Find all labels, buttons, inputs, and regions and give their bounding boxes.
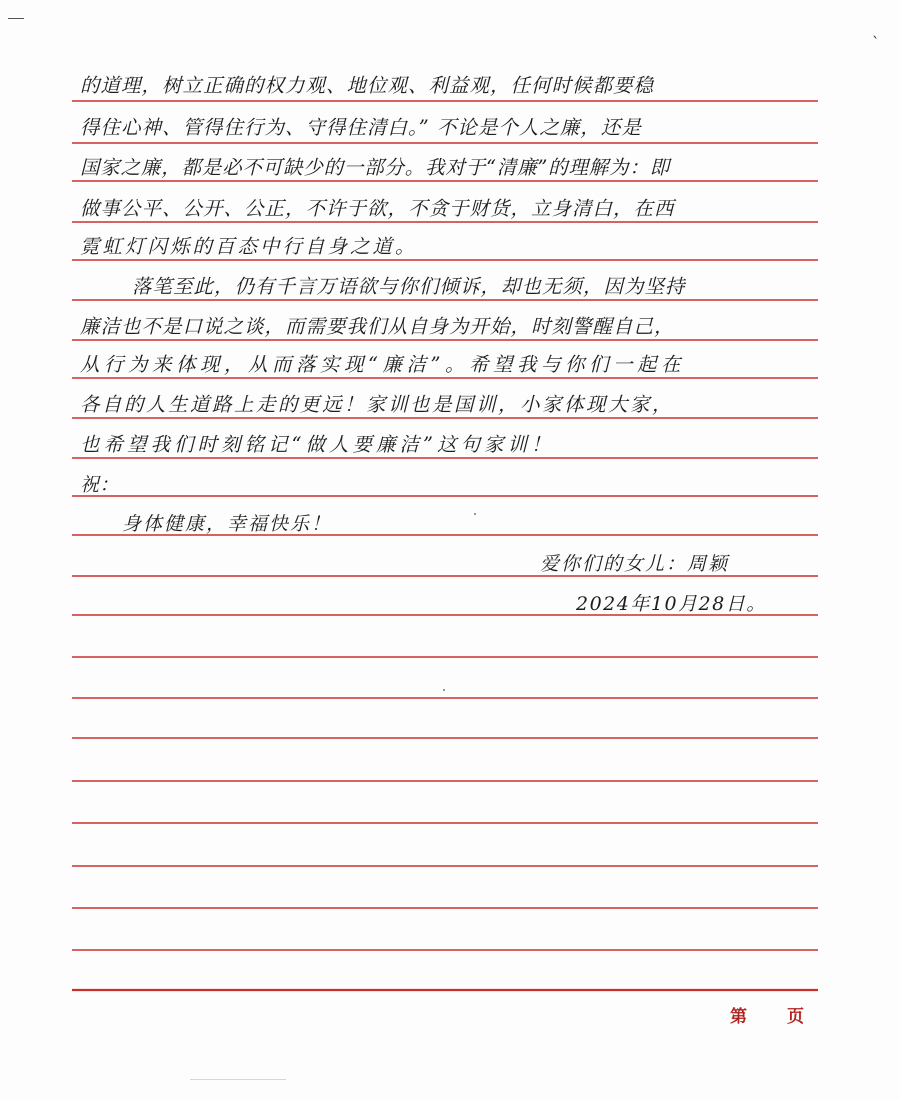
scan-corner-mark bbox=[8, 18, 24, 19]
page-number-suffix: 页 bbox=[787, 1007, 804, 1027]
letter-line-5: 霓虹灯闪烁的百态中行自身之道。 bbox=[80, 235, 418, 258]
letter-line-3: 国家之廉，都是必不可缺少的一部分。我对于“清廉”的理解为：即 bbox=[80, 156, 670, 179]
letter-line-8: 从行为来体现，从而落实现“廉洁”。希望我与你们一起在 bbox=[80, 353, 685, 376]
letter-line-2: 得住心神、管得住行为、守得住清白。” 不论是个人之廉，还是 bbox=[80, 116, 642, 139]
letter-date: 2024年10月28日。 bbox=[576, 593, 767, 615]
page-number-prefix: 第 bbox=[730, 1007, 747, 1027]
letter-line-wish: 身体健康，幸福快乐！ bbox=[122, 513, 333, 535]
scan-corner-glyph: ˋ bbox=[872, 34, 880, 52]
letter-line-4: 做事公平、公开、公正，不许于欲，不贪于财货，立身清白，在西 bbox=[80, 197, 675, 220]
letter-signature: 爱你们的女儿：周颖 bbox=[540, 553, 730, 575]
letter-line-greeting: 祝： bbox=[80, 474, 120, 496]
letter-line-1: 的道理，树立正确的权力观、地位观、利益观，任何时候都要稳 bbox=[80, 74, 655, 97]
paper-speck bbox=[443, 689, 445, 691]
paper-speck bbox=[474, 513, 476, 515]
letter-line-10: 也希望我们时刻铭记“做人要廉洁”这句家训！ bbox=[80, 433, 555, 456]
letter-line-6: 落笔至此，仍有千言万语欲与你们倾诉，却也无须，因为坚持 bbox=[132, 275, 686, 298]
letter-line-9: 各自的人生道路上走的更远！家训也是国训，小家体现大家， bbox=[80, 393, 675, 416]
scan-smudge bbox=[190, 1079, 286, 1080]
letter-line-7: 廉洁也不是口说之谈，而需要我们从自身为开始，时刻警醒自己， bbox=[80, 315, 675, 338]
